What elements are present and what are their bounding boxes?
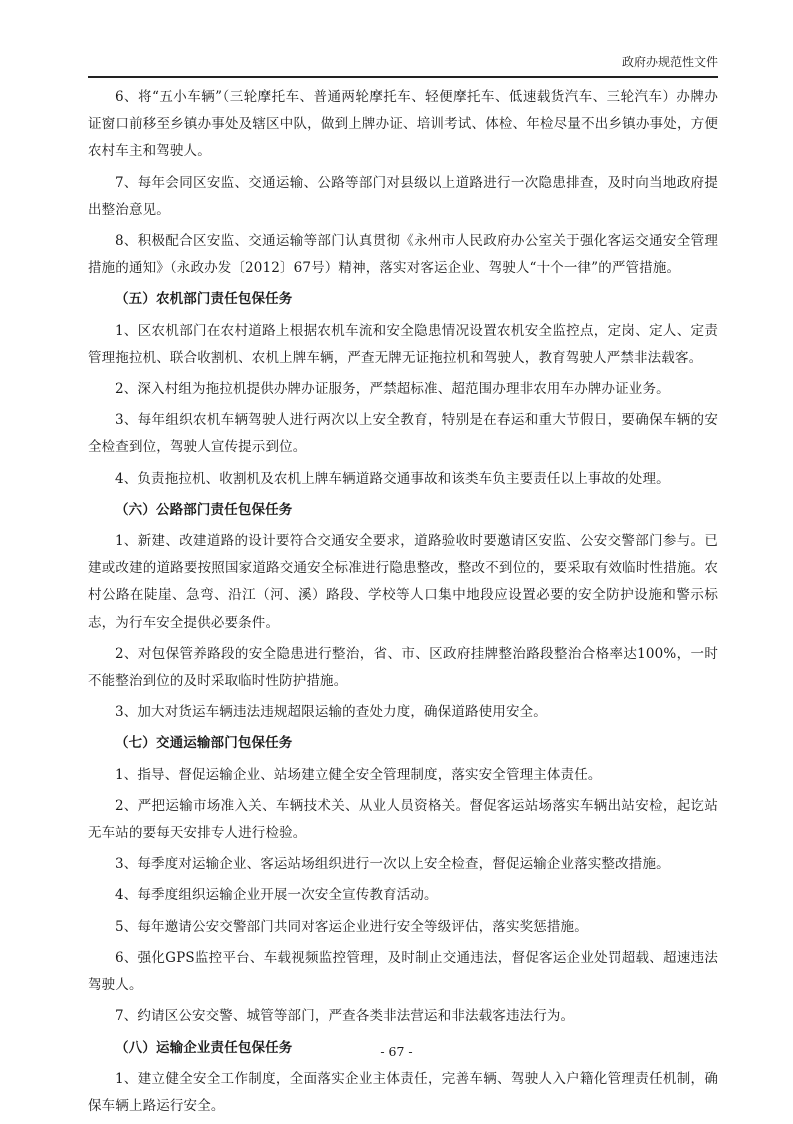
paragraph: 3、每年组织农机车辆驾驶人进行两次以上安全教育，特别是在春运和重大节假日，要确保车辆的安全检查到位，驾驶人宣传提示到位。 (88, 412, 718, 456)
page-number: - 67 - (380, 1044, 413, 1059)
paragraph: 3、每季度对运输企业、客运站场组织进行一次以上安全检查，督促运输企业落实整改措施。 (115, 856, 670, 873)
paragraph: 1、区农机部门在农村道路上根据农机车流和安全隐患情况设置农机安全监控点，定岗、定人、定责管理拖拉机、联合收割机、农机上牌车辆，严查无牌无证拖拉机和驾驶人，教育驾驶人严禁非法载客。 (88, 322, 718, 366)
paragraph: 2、深入村组为拖拉机提供办牌办证服务，严禁超标准、超范围办理非农用车办牌办证业务。 (115, 381, 670, 398)
section-heading: （六）公路部门责任包保任务 (115, 501, 293, 518)
paragraph: 1、指导、督促运输企业、站场建立健全安全管理制度，落实安全管理主体责任。 (115, 766, 602, 783)
paragraph: 4、负责拖拉机、收割机及农机上牌车辆道路交通事故和该类车负主要责任以上事故的处理。 (115, 470, 670, 487)
paragraph: 1、建立健全安全工作制度，全面落实企业主体责任，完善车辆、驾驶人入户籍化管理责任机制，确保车辆上路运行安全。 (88, 1070, 718, 1114)
paragraph: 4、每季度组织运输企业开展一次安全宣传教育活动。 (115, 887, 438, 904)
paragraph: 7、约请区公安交警、城管等部门，严查各类非法营运和非法载客违法行为。 (115, 1008, 575, 1025)
paragraph: 6、将“五小车辆”（三轮摩托车、普通两轮摩托车、轻便摩托车、低速载货汽车、三轮汽车）办牌办证窗口前移至乡镇办事处及辖区中队，做到上牌办证、培训考试、体检、年检尽量不出乡镇办事处，方便农村车主和驾驶人。 (88, 89, 718, 160)
paragraph: 5、每年邀请公安交警部门共同对客运企业进行安全等级评估，落实奖惩措施。 (115, 918, 588, 935)
paragraph: 1、新建、改建道路的设计要符合交通安全要求，道路验收时要邀请区安监、公安交警部门参与。已建或改建的道路要按照国家道路交通安全标准进行隐患整改，整改不到位的，要采取有效临时性措施。农村公路在陡崖、急弯、沿江（河、溪）路段、学校等人口集中地段应设置必要的安全防护设施和警示标志，为行车安全提供必要条件。 (88, 533, 718, 631)
paragraph: 7、每年会同区安监、交通运输、公路等部门对县级以上道路进行一次隐患排查，及时向当地政府提出整治意见。 (88, 174, 718, 218)
paragraph: 2、严把运输市场准入关、车辆技术关、从业人员资格关。督促客运站场落实车辆出站安检，起讫站无车站的要每天安排专人进行检验。 (88, 797, 718, 842)
document-body (88, 84, 718, 1124)
paragraph: 6、强化GPS监控平台、车载视频监控管理，及时制止交通违法，督促客运企业处罚超载、超速违法驾驶人。 (88, 949, 718, 994)
header-title: 政府办规范性文件 (621, 55, 718, 69)
paragraph: 2、对包保管养路段的安全隐患进行整治，省、市、区政府挂牌整治路段整治合格率达100%，一时不能整治到位的及时采取临时性防护措施。 (88, 645, 718, 690)
section-heading: （五）农机部门责任包保任务 (115, 291, 293, 308)
paragraph: 3、加大对货运车辆违法违规超限运输的查处力度，确保道路使用安全。 (115, 704, 547, 721)
section-heading: （七）交通运输部门包保任务 (115, 735, 293, 752)
section-heading: （八）运输企业责任包保任务 (115, 1039, 293, 1056)
paragraph: 8、积极配合区安监、交通运输等部门认真贯彻《永州市人民政府办公室关于强化客运交通安全管理措施的通知》（永政办发〔2012〕67号）精神，落实对客运企业、驾驶人“十个一律”的严管措施。 (88, 233, 718, 277)
page-header (88, 54, 718, 78)
